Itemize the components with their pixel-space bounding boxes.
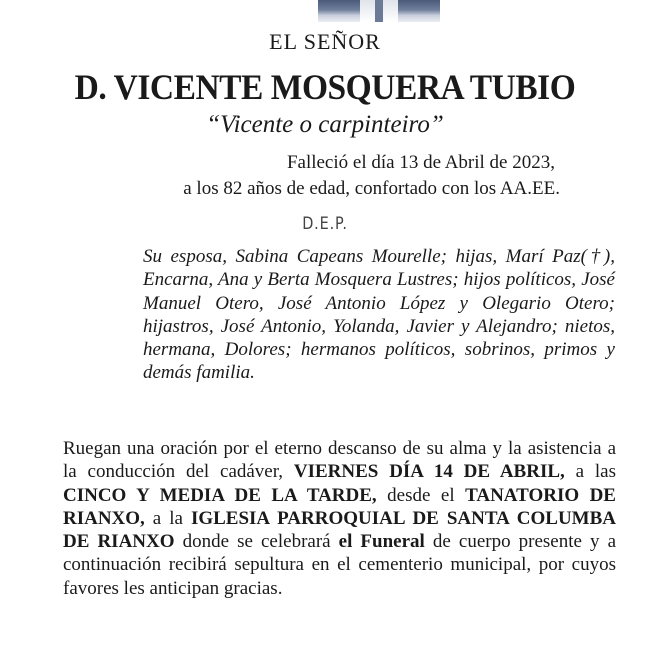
- request-text: de cuerpo presente y a continuación recibirá sepultura en el cementerio municipal, por cuyos favores les anticipan gracias.: [63, 531, 617, 599]
- request-origin: TANATORIO DE RIANXO,: [63, 484, 616, 529]
- deceased-photo: [318, 0, 440, 22]
- family-paragraph: Su esposa, Sabina Capeans Mourelle; hijas, Marí Paz(†), Encarna, Ana y Berta Mosquera Lustres; hijos políticos, José Manuel Otero, José Antonio López y Olegario Otero; hijastros, José Antonio, Yolanda, Javier y Alejandro; nietos, hermana, Dolores; hermanos políticos, sobrinos, primos y demás familia.: [143, 246, 615, 384]
- death-age-line: a los 82 años de edad, confortado con los AA.EE.: [183, 178, 560, 199]
- photo-tie: [375, 0, 383, 22]
- death-date-line: Falleció el día 13 de Abril de 2023,: [286, 152, 555, 173]
- request-text: donde se celebrará: [174, 531, 339, 553]
- honorific: EL SEÑOR: [269, 29, 381, 54]
- nickname: “Vicente o carpinteiro”: [206, 111, 444, 138]
- request-paragraph: [63, 437, 616, 600]
- request-church: IGLESIA PARROQUIAL DE SANTA COLUMBA DE RIANXO: [63, 507, 616, 553]
- request-text: a las: [564, 461, 616, 483]
- dep-label: D.E.P.: [302, 214, 348, 234]
- deceased-name: D. VICENTE MOSQUERA TUBIO: [74, 67, 576, 107]
- request-text: a la: [144, 507, 191, 529]
- request-text: Ruegan una oración por el eterno descanso de su alma y la asistencia a la conducción del cadáver,: [63, 438, 616, 483]
- request-time: CINCO Y MEDIA DE LA TARDE,: [63, 484, 377, 506]
- request-text: desde el: [376, 484, 466, 506]
- request-funeral: el Funeral: [338, 531, 425, 553]
- request-date: VIERNES DÍA 14 DE ABRIL,: [293, 461, 565, 483]
